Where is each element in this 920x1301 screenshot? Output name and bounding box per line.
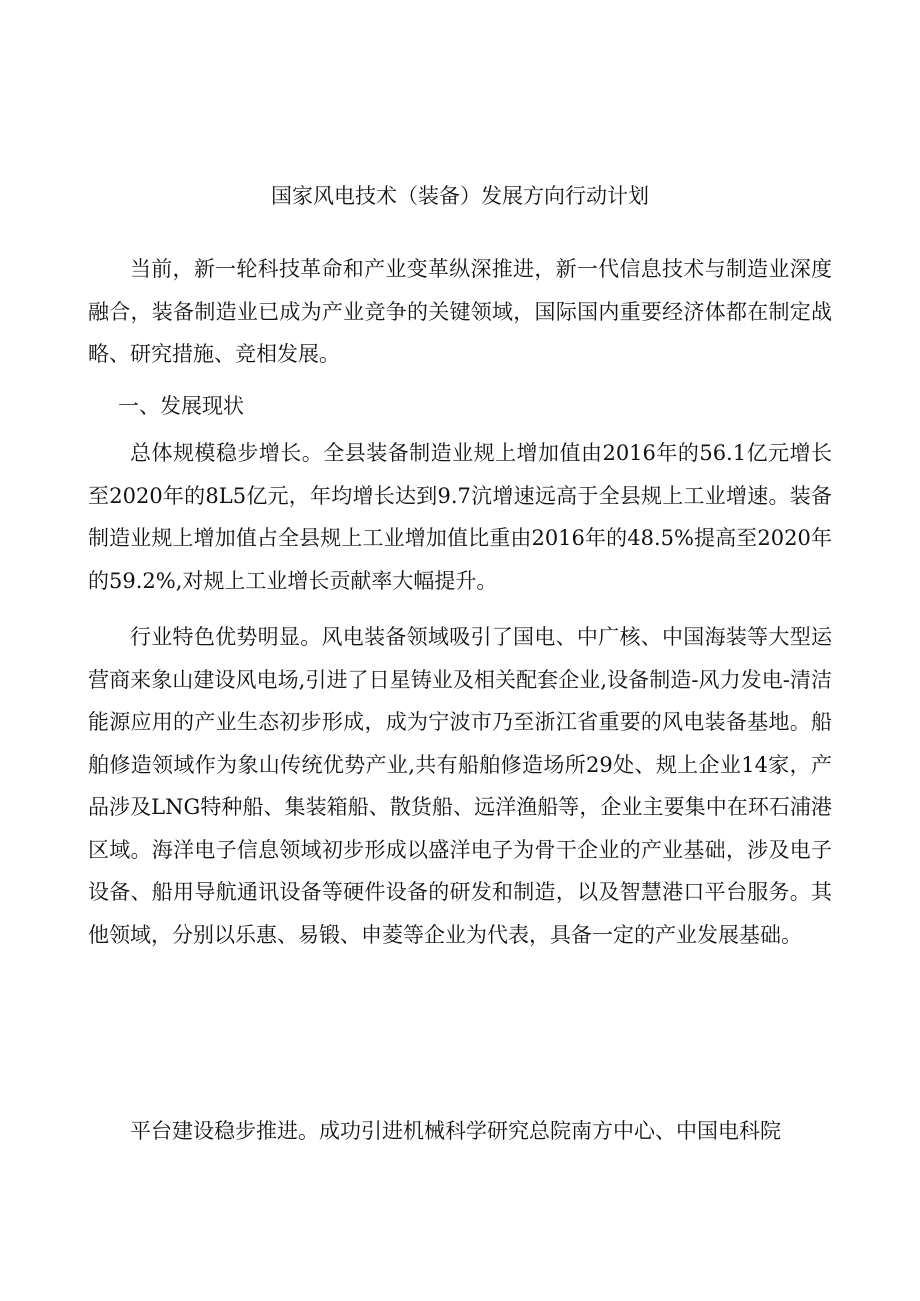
section-heading: 一、发展现状	[118, 394, 244, 418]
paragraph-platform-construction: 平台建设稳步推进。成功引进机械科学研究总院南方中心、中国电科院	[130, 1119, 781, 1143]
paragraph-scale-growth: 总体规模稳步增长。全县装备制造业规上增加值由2016年的56.1亿元增长至2020年的8L5亿元，年均增长达到9.7沆增速远高于全县规上工业增速。装备制造业规上增加值占全县规上工业增加值比重由2016年的48.5%提高至2020年的59.2%,对规上工业增长贡献率大幅提升。	[88, 441, 832, 593]
intro-paragraph: 当前，新一轮科技革命和产业变革纵深推进，新一代信息技术与制造业深度融合，装备制造业已成为产业竞争的关键领域，国际国内重要经济体都在制定战略、研究措施、竞相发展。	[88, 257, 832, 366]
paragraph-industry-advantages: 行业特色优势明显。风电装备领域吸引了国电、中广核、中国海装等大型运营商来象山建设风电场,引进了日星铸业及相关配套企业,设备制造-风力发电-清洁能源应用的产业生态初步形成，成为宁波市乃至浙江省重要的风电装备基地。船舶修造领域作为象山传统优势产业,共有船舶修造场所29处、规上企业14家，产品涉及LNG特种船、集装箱船、散货船、远洋渔船等，企业主要集中在环石浦港区域。海洋电子信息领域初步形成以盛洋电子为骨干企业的产业基础，涉及电子设备、船用导航通讯设备等硬件设备的研发和制造，以及智慧港口平台服务。其他领域，分别以乐惠、易锻、申菱等企业为代表，具备一定的产业发展基础。	[88, 625, 832, 947]
document-title: 国家风电技术（装备）发展方向行动计划	[271, 184, 649, 208]
